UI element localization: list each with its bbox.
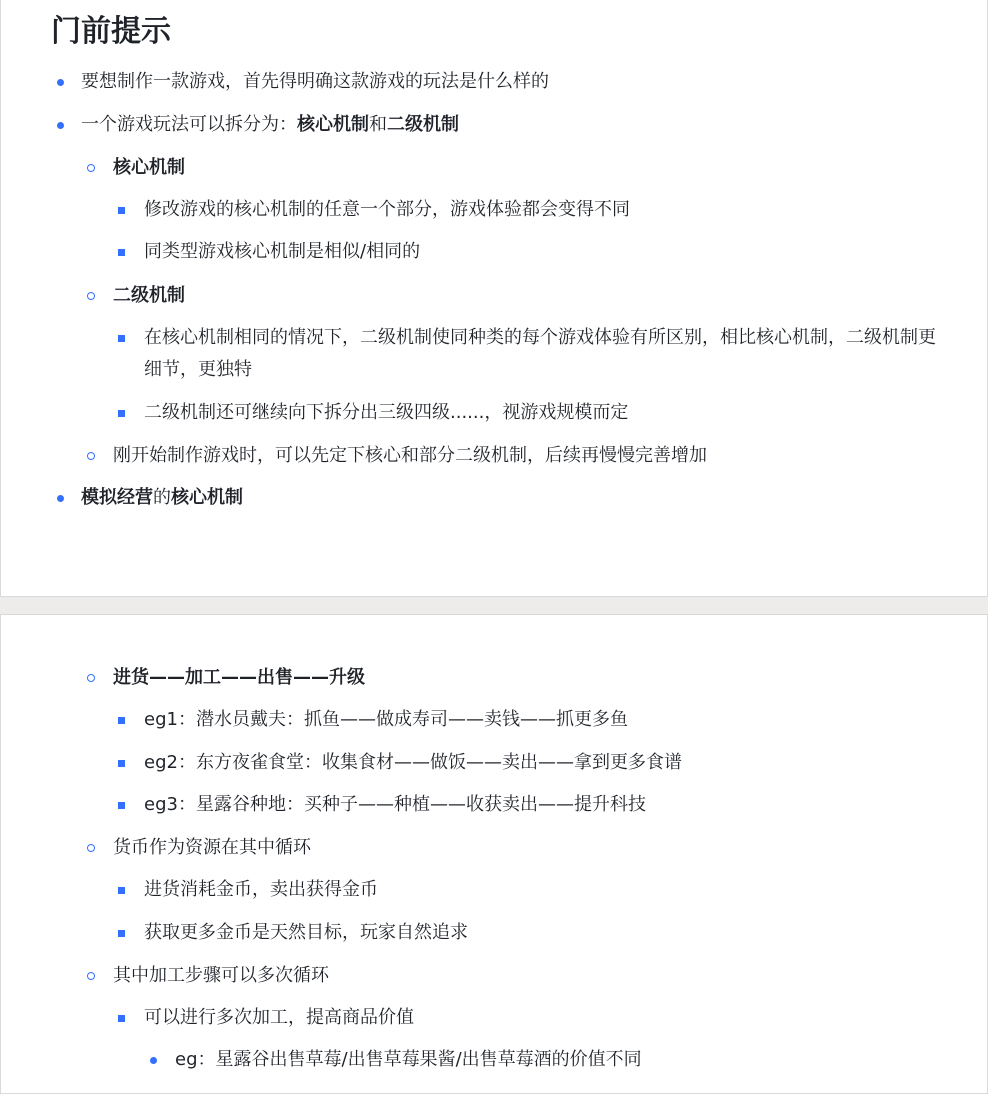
bullet-square [118,717,125,724]
list-item: eg3：星露谷种地：买种子——种植——收获卖出——提升科技 [144,794,646,815]
list-item: 刚开始制作游戏时，可以先定下核心和部分二级机制，后续再慢慢完善增加 [113,445,707,466]
bullet-circle [87,292,95,300]
bullet-square [118,335,125,342]
list-item: 货币作为资源在其中循环 [113,837,311,858]
bullet-disc [57,79,64,86]
bold-text: 核心机制 [113,157,185,178]
list-item-text: 一个游戏玩法可以拆分为： [81,114,297,135]
doc-page-2 [0,614,988,1094]
bullet-square [118,887,125,894]
list-item: 其中加工步骤可以多次循环 [113,965,329,986]
bold-text: 核心机制 [297,114,369,135]
bullet-circle [87,674,95,682]
bullet-circle [87,452,95,460]
bullet-square [118,207,125,214]
list-item [81,109,459,141]
list-item-text: 的 [153,487,171,508]
bullet-circle [87,844,95,852]
bold-text: 模拟经营 [81,487,153,508]
list-item [113,662,365,694]
list-item [113,152,185,184]
list-item: 同类型游戏核心机制是相似/相同的 [144,241,421,262]
list-item [81,482,243,514]
list-item [113,280,185,312]
list-item: 要想制作一款游戏，首先得明确这款游戏的玩法是什么样的 [81,71,549,92]
list-item: 修改游戏的核心机制的任意一个部分，游戏体验都会变得不同 [144,199,630,220]
list-item: 进货消耗金币，卖出获得金币 [144,879,378,900]
bold-text: 二级机制 [113,285,185,306]
list-item: 可以进行多次加工，提高商品价值 [144,1007,414,1028]
bullet-disc [57,122,64,129]
bold-text: 进货——加工——出售——升级 [113,667,365,688]
list-item-text: 和 [369,114,387,135]
bullet-circle [87,972,95,980]
list-item: eg：星露谷出售草莓/出售草莓果酱/出售草莓酒的价值不同 [175,1049,642,1070]
bullet-square [118,760,125,767]
bullet-circle [87,164,95,172]
list-item: 二级机制还可继续向下拆分出三级四级......，视游戏规模而定 [144,402,629,423]
bullet-square [118,1015,125,1022]
bullet-square [118,930,125,937]
bullet-disc [57,495,64,502]
bold-text: 核心机制 [171,487,243,508]
list-item: 获取更多金币是天然目标，玩家自然追求 [144,922,468,943]
page-title: 门前提示 [51,14,171,49]
list-item: eg1：潜水员戴夫：抓鱼——做成寿司——卖钱——抓更多鱼 [144,709,628,730]
bullet-disc [150,1057,157,1064]
bullet-square [118,410,125,417]
bullet-square [118,249,125,256]
list-item: eg2：东方夜雀食堂：收集食材——做饭——卖出——拿到更多食谱 [144,752,682,773]
bold-text: 二级机制 [387,114,459,135]
list-item: 在核心机制相同的情况下，二级机制使同种类的每个游戏体验有所区别，相比核心机制，二级机制更细节，更独特 [144,327,936,380]
bullet-square [118,802,125,809]
